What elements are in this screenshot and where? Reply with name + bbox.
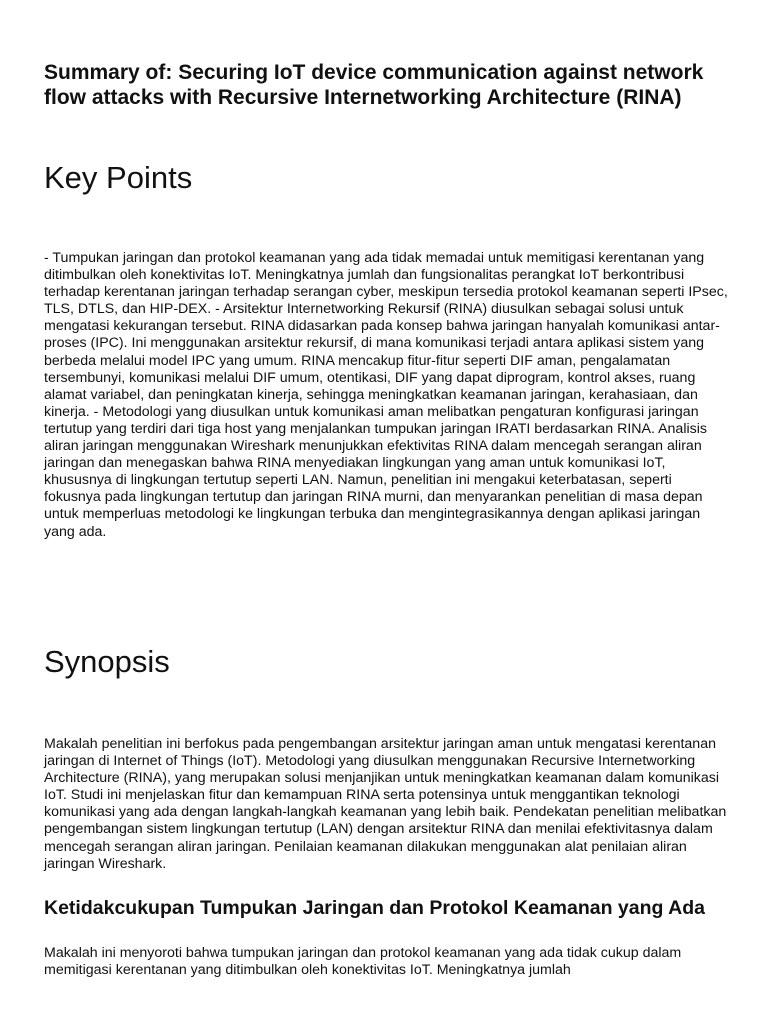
synopsis-heading: Synopsis (44, 644, 170, 679)
section-heading: Ketidakcukupan Tumpukan Jaringan dan Protokol Keamanan yang Ada (44, 897, 705, 919)
document-title: Summary of: Securing IoT device communication against network flow attacks with Recursive Internetworking Architecture (RINA) (44, 61, 704, 109)
synopsis-paragraph: Makalah penelitian ini berfokus pada pengembangan arsitektur jaringan aman untuk mengatasi kerentanan jaringan di Internet of Things (IoT). Metodologi yang diusulkan menggunakan Recursive Internetworking Architecture (RINA), yang merupakan solusi menjanjikan untuk meningkatkan keamanan dalam komunikasi IoT. Studi ini menjelaskan fitur dan kemampuan RINA serta potensinya untuk menggantikan teknologi komunikasi yang ada dengan langkah-langkah keamanan yang lebih baik. Pendekatan penelitian melibatkan pengembangan sistem lingkungan tertutup (LAN) dengan arsitektur RINA dan menilai efektivitasnya dalam mencegah serangan aliran jaringan. Penilaian keamanan dilakukan menggunakan alat penilaian aliran jaringan Wireshark. (44, 736, 727, 872)
key-points-heading: Key Points (44, 160, 193, 195)
key-points-paragraph: - Tumpukan jaringan dan protokol keamanan yang ada tidak memadai untuk memitigasi kerentanan yang ditimbulkan oleh konektivitas IoT. Meningkatnya jumlah dan fungsionalitas perangkat IoT berkontribusi terhadap kerentanan jaringan terhadap serangan cyber, meskipun tersedia protokol keamanan seperti IPsec, TLS, DTLS, dan HIP-DEX. - Arsitektur Internetworking Rekursif (RINA) diusulkan sebagai solusi untuk mengatasi kekurangan tersebut. RINA didasarkan pada konsep bahwa jaringan hanyalah komunikasi antar-proses (IPC). Ini menggunakan arsitektur rekursif, di mana komunikasi terjadi antara aplikasi sistem yang berbeda melalui model IPC yang umum. RINA mencakup fitur-fitur seperti DIF aman, pengalamatan tersembunyi, komunikasi melalui DIF umum, otentikasi, DIF yang dapat diprogram, kontrol akses, ruang alamat variabel, dan peningkatan kinerja, sehingga meningkatkan keamanan jaringan, kerahasiaan, dan kinerja. - Metodologi yang diusulkan untuk komunikasi aman melibatkan pengaturan konfigurasi jaringan tertutup yang terdiri dari tiga host yang menjalankan tumpukan jaringan IRATI berdasarkan RINA. Analisis aliran jaringan menggunakan Wireshark menunjukkan efektivitas RINA dalam mencegah serangan aliran jaringan dan menegaskan bahwa RINA menyediakan lingkungan yang aman untuk komunikasi IoT, khususnya di lingkungan tertutup seperti LAN. Namun, penelitian ini mengakui keterbatasan, seperti fokusnya pada lingkungan tertutup dan jaringan RINA murni, dan menyarankan penelitian di masa depan untuk memperluas metodologi ke lingkungan terbuka dan mengintegrasikannya dengan aplikasi jaringan yang ada. (44, 250, 728, 540)
section-paragraph: Makalah ini menyoroti bahwa tumpukan jaringan dan protokol keamanan yang ada tidak cukup dalam memitigasi kerentanan yang ditimbulkan oleh konektivitas IoT. Meningkatnya jumlah (44, 945, 682, 979)
